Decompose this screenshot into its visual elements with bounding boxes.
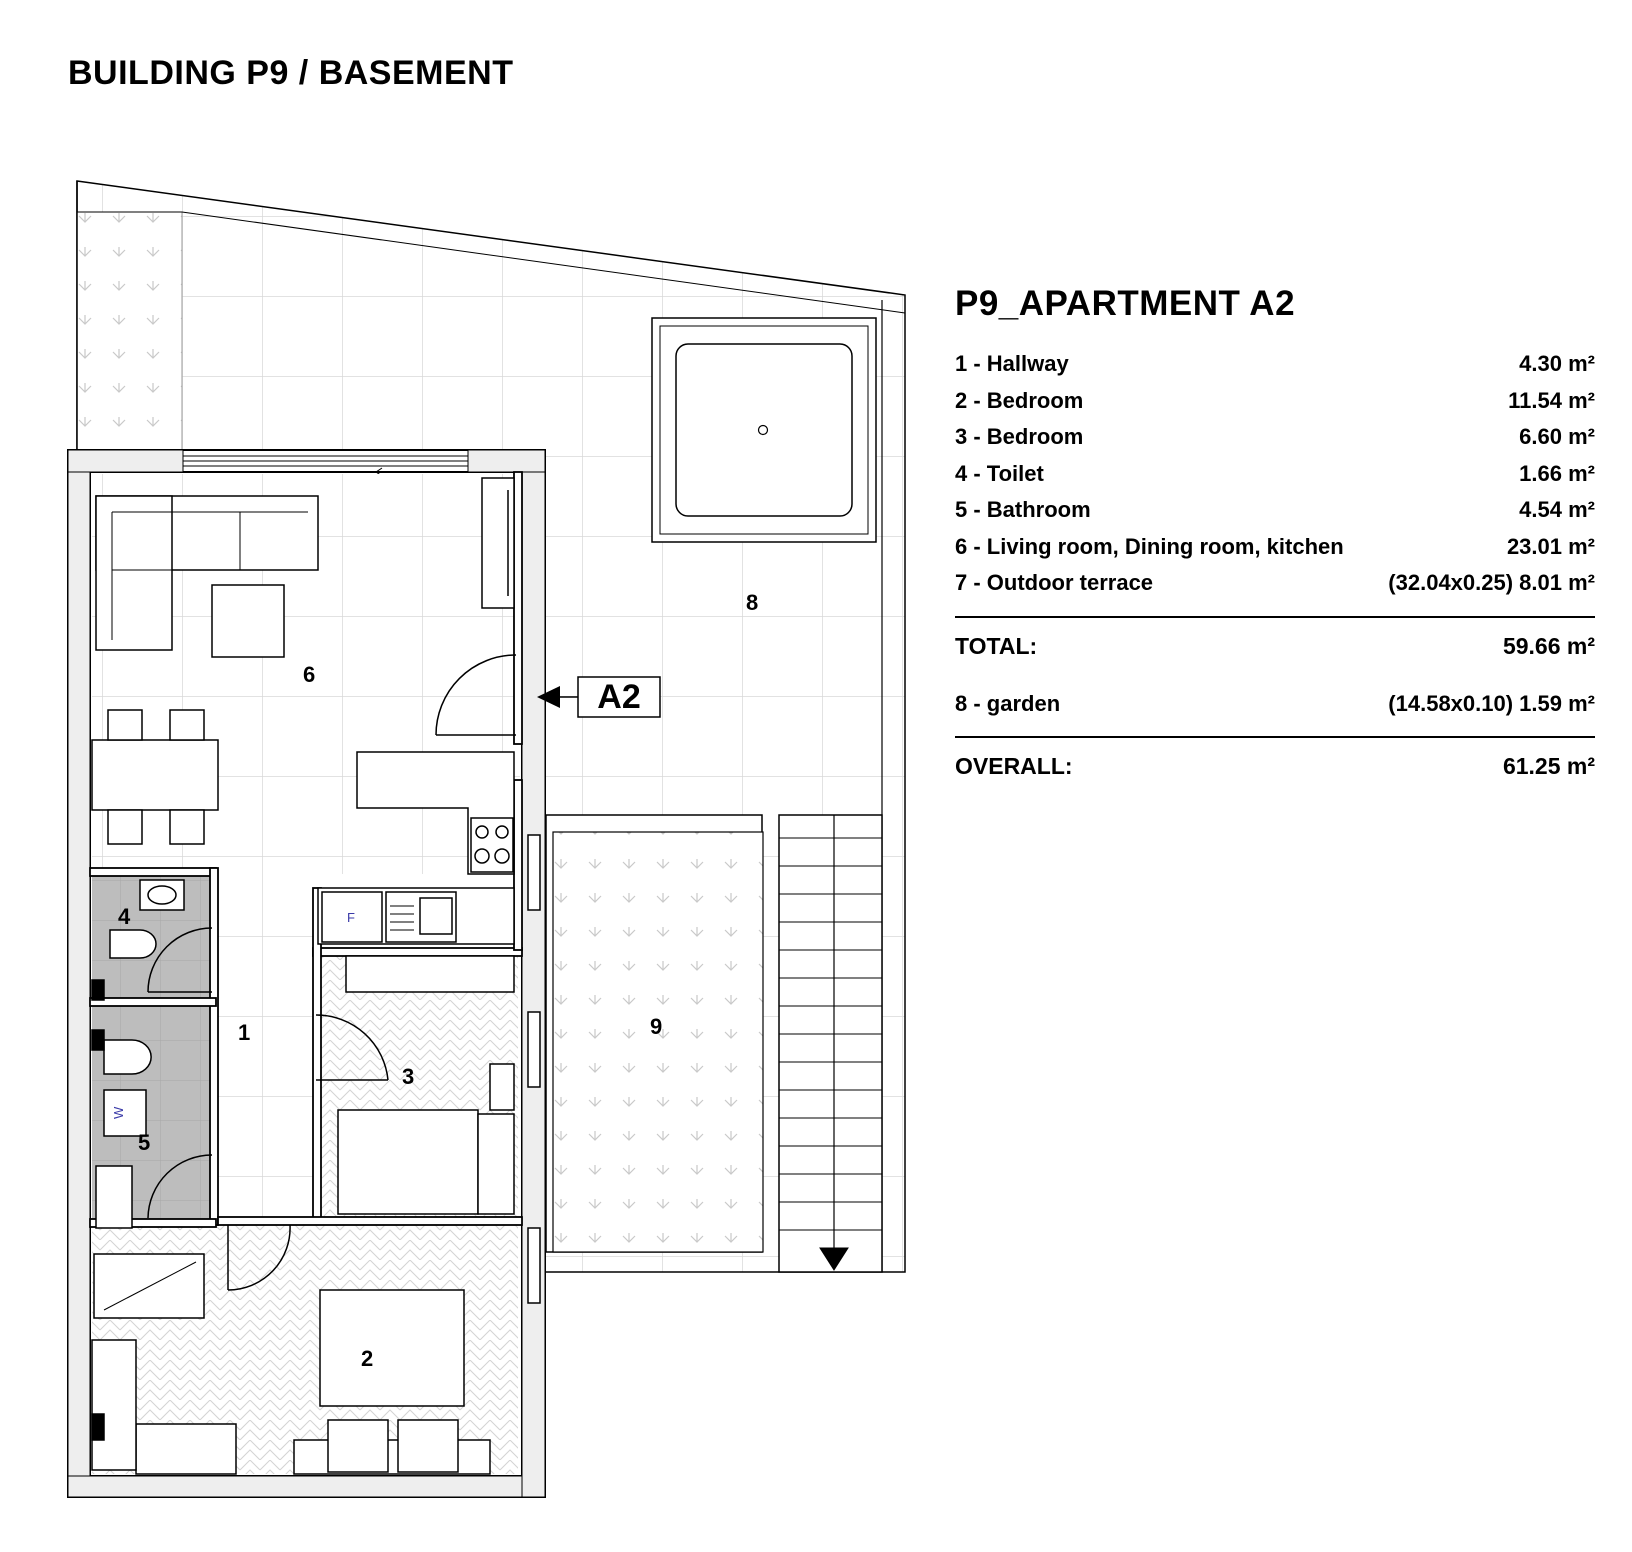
room-label-4: 4 bbox=[118, 904, 131, 929]
schedule-row bbox=[955, 346, 1595, 383]
room-name: 4 - Toilet bbox=[955, 460, 1044, 486]
room-label-8: 8 bbox=[746, 590, 759, 615]
page-title: BUILDING P9 / BASEMENT bbox=[68, 54, 514, 92]
entrance-tag: A2 bbox=[597, 678, 641, 716]
room-area: (32.04x0.25) 8.01 m² bbox=[1388, 570, 1595, 595]
schedule-title: P9_APARTMENT A2 bbox=[955, 284, 1296, 323]
room-name: 7 - Outdoor terrace bbox=[955, 570, 1154, 595]
exterior-stairs bbox=[779, 815, 882, 1272]
room-label-1: 1 bbox=[238, 1020, 251, 1045]
room-label-6: 6 bbox=[303, 662, 316, 687]
schedule-row bbox=[955, 529, 1595, 566]
schedule-row bbox=[955, 565, 1595, 602]
divider bbox=[955, 616, 1595, 618]
room-name: 3 - Bedroom bbox=[955, 424, 1084, 449]
divider bbox=[955, 736, 1595, 738]
room-area: 4.54 m² bbox=[1519, 497, 1595, 522]
total-value: 59.66 m² bbox=[1502, 632, 1595, 659]
garden-label: 8 - garden bbox=[955, 690, 1061, 716]
room-area: 23.01 m² bbox=[1506, 533, 1595, 559]
room-name: 5 - Bathroom bbox=[955, 497, 1091, 522]
schedule-row bbox=[955, 492, 1595, 529]
room-name: 1 - Hallway bbox=[955, 351, 1069, 376]
room-area: 11.54 m² bbox=[1508, 387, 1595, 413]
overall-row bbox=[955, 748, 1595, 784]
hot-tub bbox=[652, 318, 876, 542]
room-label-2: 2 bbox=[361, 1346, 374, 1371]
garden-value: (14.58x0.10) 1.59 m² bbox=[1388, 690, 1595, 716]
room-label-5: 5 bbox=[138, 1130, 151, 1155]
overall-value: 61.25 m² bbox=[1502, 752, 1595, 779]
schedule-row bbox=[955, 456, 1595, 493]
area-schedule bbox=[955, 284, 1595, 784]
room-label-3: 3 bbox=[402, 1064, 415, 1089]
room-area: 1.66 m² bbox=[1519, 460, 1595, 486]
room-label-9: 9 bbox=[650, 1014, 663, 1039]
room-area: 6.60 m² bbox=[1519, 424, 1595, 449]
schedule-row bbox=[955, 383, 1595, 420]
room-name: 2 - Bedroom bbox=[955, 387, 1084, 413]
coffee-table bbox=[212, 585, 284, 657]
room-area: 4.30 m² bbox=[1519, 351, 1595, 376]
garden-row bbox=[955, 686, 1595, 722]
schedule-row bbox=[955, 419, 1595, 456]
washer-label: W bbox=[111, 1106, 126, 1119]
fridge-label: F bbox=[347, 910, 355, 925]
tv-unit bbox=[482, 478, 514, 608]
total-label: TOTAL: bbox=[955, 632, 1038, 659]
overall-label: OVERALL: bbox=[955, 752, 1073, 779]
total-row bbox=[955, 628, 1595, 664]
room-name: 6 - Living room, Dining room, kitchen bbox=[955, 533, 1344, 559]
